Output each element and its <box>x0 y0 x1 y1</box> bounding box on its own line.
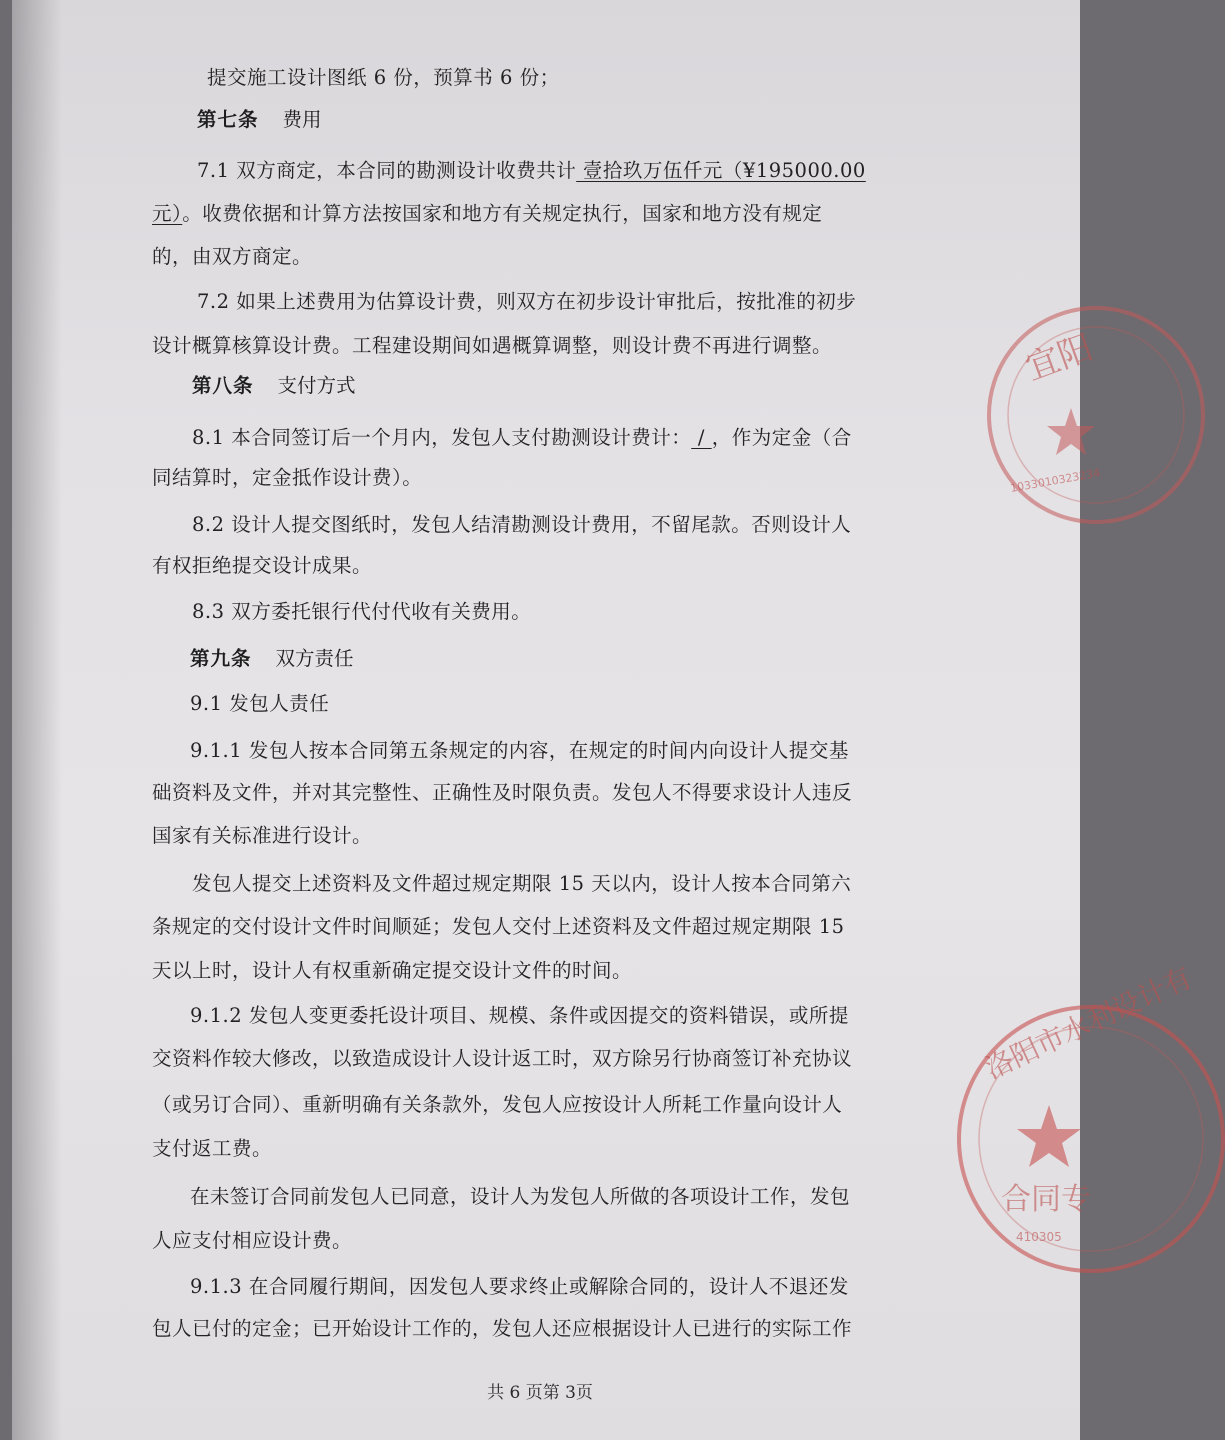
text-segment: ，作为定金（合 <box>711 426 852 449</box>
section-heading-8 <box>192 370 356 398</box>
text-line: 设计概算核算设计费。工程建设期间如遇概算调整，则设计费不再进行调整。 <box>152 334 833 357</box>
text-line: 天以上时，设计人有权重新确定提交设计文件的时间。 <box>152 959 633 982</box>
text-line: 8.3 双方委托银行代付代收有关费用。 <box>192 600 532 623</box>
heading-number: 第八条 <box>192 374 254 397</box>
heading-title: 双方责任 <box>275 647 354 670</box>
heading-number: 第七条 <box>197 108 259 131</box>
text-line: 9.1.1 发包人按本合同第五条规定的内容，在规定的时间内向设计人提交基 <box>190 739 849 762</box>
text-line: 8.2 设计人提交图纸时，发包人结清勘测设计费用，不留尾款。否则设计人 <box>192 513 852 536</box>
seal-graphic <box>991 310 1201 520</box>
amount-field: 壹拾玖万伍仟元（¥195000.00 <box>576 159 866 182</box>
text-line: 国家有关标准进行设计。 <box>152 824 373 847</box>
document-page <box>12 0 1197 1440</box>
text-line: 支付返工费。 <box>152 1137 273 1160</box>
text-line <box>197 155 987 183</box>
text-line: 7.2 如果上述费用为估算设计费，则双方在初步设计审批后，按批准的初步 <box>197 290 857 313</box>
text-segment: 8.1 本合同签订后一个月内，发包人支付勘测设计费计： <box>192 426 692 449</box>
text-line: 发包人提交上述资料及文件超过规定期限 15 天以内，设计人按本合同第六 <box>192 872 852 895</box>
page-shadow <box>12 0 62 1440</box>
section-heading-9 <box>190 643 354 671</box>
text-line: 的，由双方商定。 <box>152 245 313 268</box>
text-line: 提交施工设计图纸 6 份，预算书 6 份； <box>207 66 560 89</box>
heading-number: 第九条 <box>190 647 252 670</box>
seal-bottom-label: 合同专 <box>1001 1182 1091 1217</box>
text-segment: 7.1 双方商定，本合同的勘测设计收费共计 <box>197 159 577 182</box>
text-line: 础资料及文件，并对其完整性、正确性及时限负责。发包人不得要求设计人违反 <box>152 781 853 804</box>
blank-field: / <box>691 426 712 449</box>
text-line: 包人已付的定金；已开始设计工作的，发包人还应根据设计人已进行的实际工作 <box>152 1317 853 1340</box>
section-heading-7 <box>197 104 322 132</box>
heading-title: 费用 <box>282 108 322 131</box>
page-footer: 共 6 页第 3页 <box>487 1383 593 1403</box>
heading-title: 支付方式 <box>277 374 356 397</box>
seal-stamp-bottom <box>957 960 1225 1273</box>
text-line: 9.1.2 发包人变更委托设计项目、规模、条件或因提交的资料错误，或所提 <box>190 1004 849 1027</box>
text-line: 人应支付相应设计费。 <box>152 1229 353 1252</box>
seal-graphic <box>961 960 1221 1269</box>
text-line: 同结算时，定金抵作设计费）。 <box>152 466 423 489</box>
text-line: （或另订合同）、重新明确有关条款外，发包人应按设计人所耗工作量向设计人 <box>152 1093 843 1116</box>
text-line: 交资料作较大修改，以致造成设计人设计返工时，双方除另行协商签订补充协议 <box>152 1047 853 1070</box>
seal-top-number: 1033010323234 <box>1009 466 1102 495</box>
seal-top-text: 宜阳 <box>1020 327 1098 389</box>
text-line: 条规定的交付设计文件时间顺延；发包人交付上述资料及文件超过规定期限 15 <box>152 915 845 938</box>
amount-field-end: 元） <box>152 202 183 225</box>
text-line: 9.1 发包人责任 <box>190 692 330 715</box>
text-line <box>152 198 942 226</box>
seal-bottom-name: 洛阳市水利设计有 <box>980 960 1197 1086</box>
seal-bottom-number: 410305 <box>1016 1230 1062 1244</box>
seal-stamp-top <box>987 306 1205 524</box>
text-line <box>192 422 982 450</box>
text-line: 有权拒绝提交设计成果。 <box>152 554 373 577</box>
text-line: 9.1.3 在合同履行期间，因发包人要求终止或解除合同的，设计人不退还发 <box>190 1275 849 1298</box>
text-segment: 。收费依据和计算方法按国家和地方有关规定执行，国家和地方没有规定 <box>182 202 823 225</box>
text-line: 在未签订合同前发包人已同意，设计人为发包人所做的各项设计工作，发包 <box>190 1185 851 1208</box>
